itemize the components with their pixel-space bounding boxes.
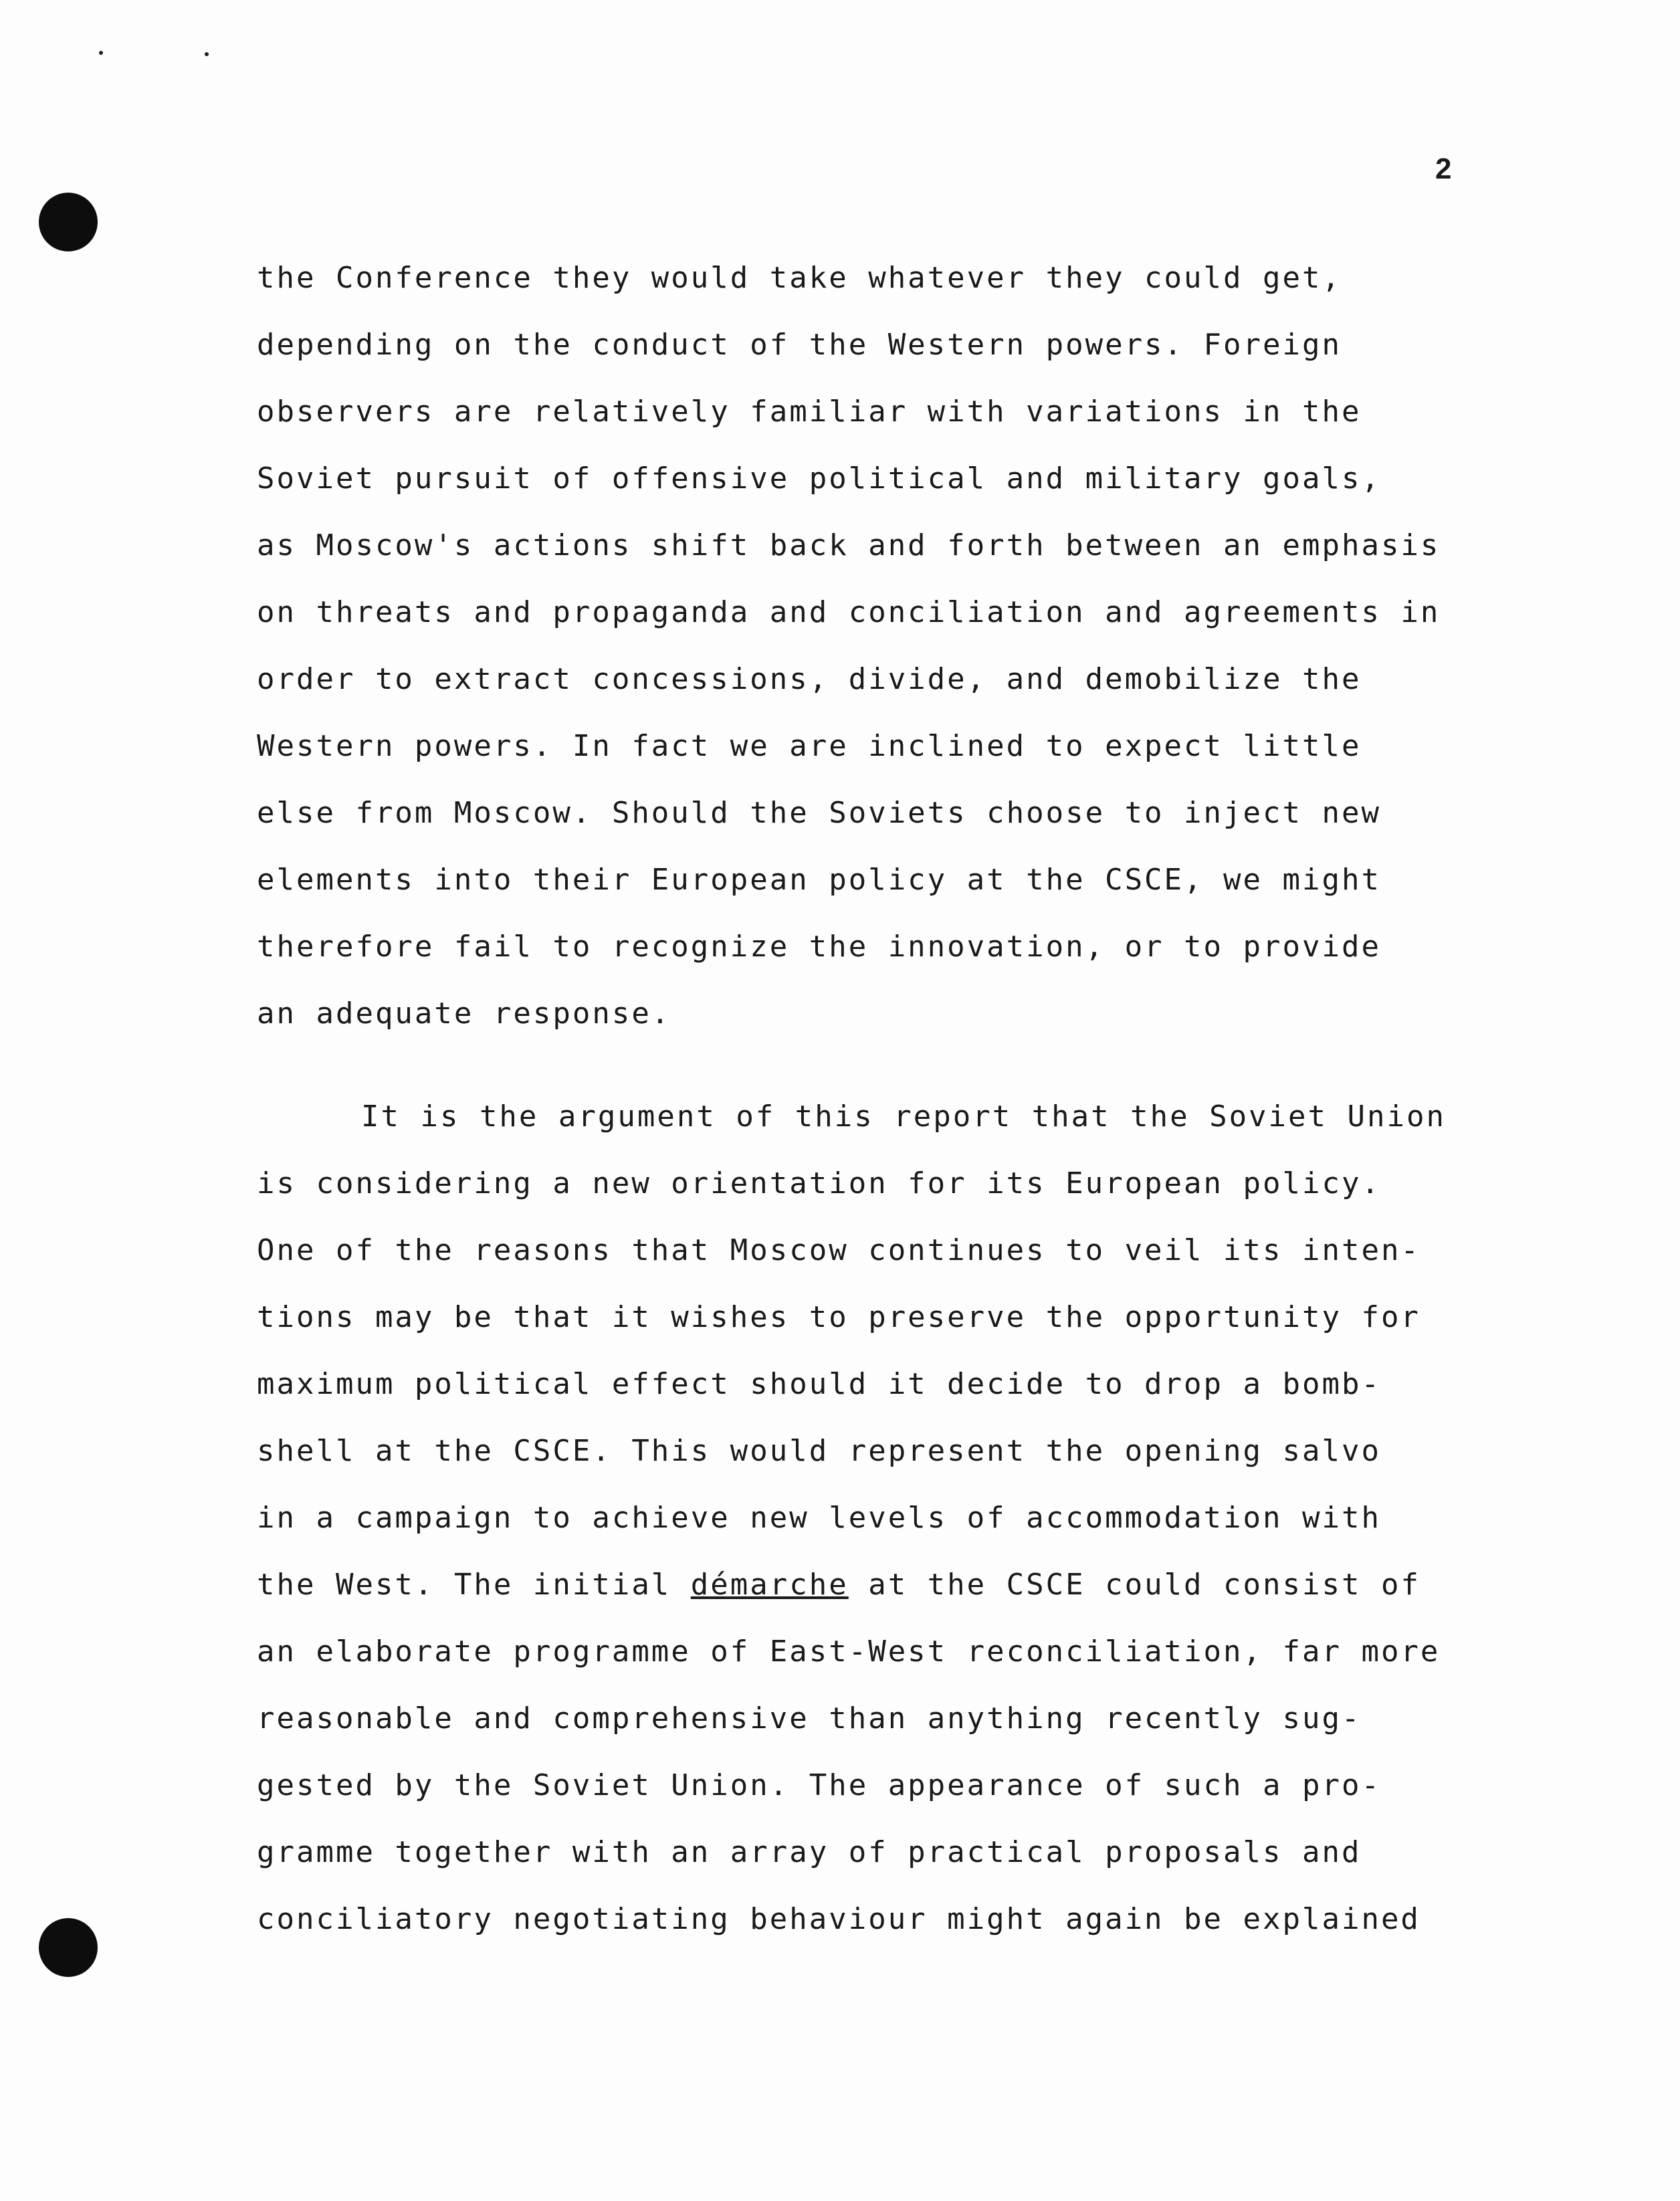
text-fragment: the West. The initial <box>257 1568 691 1602</box>
text-line-demarche <box>257 1552 1481 1618</box>
punch-hole-bottom <box>39 1918 98 1977</box>
text-line: Soviet pursuit of offensive political and military goals, <box>257 461 1381 496</box>
underlined-term: démarche <box>690 1568 849 1602</box>
text-line: Western powers. In fact we are inclined to expect little <box>257 729 1362 763</box>
text-line: gested by the Soviet Union. The appearance of such a pro- <box>257 1768 1381 1802</box>
paragraph-2 <box>257 1083 1481 1953</box>
text-line: conciliatory negotiating behaviour might again be explained <box>257 1902 1421 1936</box>
text-line: shell at the CSCE. This would represent the opening salvo <box>257 1434 1381 1468</box>
page-number: 2 <box>1435 152 1452 185</box>
scan-speck <box>99 51 103 55</box>
text-line: observers are relatively familiar with variations in the <box>257 395 1362 429</box>
text-line: gramme together with an array of practical proposals and <box>257 1835 1362 1869</box>
text-line: an elaborate programme of East-West reconciliation, far more <box>257 1635 1441 1669</box>
text-line: therefore fail to recognize the innovation, or to provide <box>257 930 1381 964</box>
text-line: else from Moscow. Should the Soviets choose to inject new <box>257 796 1381 830</box>
text-line: tions may be that it wishes to preserve the opportunity for <box>257 1300 1421 1334</box>
text-line: the Conference they would take whatever they could get, <box>257 261 1342 295</box>
text-line: depending on the conduct of the Western powers. Foreign <box>257 328 1342 362</box>
text-line: One of the reasons that Moscow continues to veil its inten- <box>257 1233 1421 1267</box>
text-line: on threats and propaganda and conciliation and agreements in <box>257 595 1441 629</box>
text-line: is considering a new orientation for its European policy. <box>257 1166 1381 1200</box>
text-line: elements into their European policy at the CSCE, we might <box>257 863 1381 897</box>
text-line: in a campaign to achieve new levels of accommodation with <box>257 1501 1381 1535</box>
text-line: as Moscow's actions shift back and forth between an emphasis <box>257 528 1441 562</box>
text-line: reasonable and comprehensive than anything recently sug- <box>257 1701 1362 1736</box>
scan-speck <box>205 52 209 56</box>
paragraph-1 <box>257 245 1481 1047</box>
text-line: maximum political effect should it decide to drop a bomb- <box>257 1367 1381 1401</box>
text-line: It is the argument of this report that the Soviet Union <box>361 1099 1446 1134</box>
text-line: an adequate response. <box>257 997 671 1031</box>
punch-hole-top <box>39 193 98 251</box>
text-fragment: at the CSCE could consist of <box>848 1568 1421 1602</box>
text-line: order to extract concessions, divide, and demobilize the <box>257 662 1362 696</box>
